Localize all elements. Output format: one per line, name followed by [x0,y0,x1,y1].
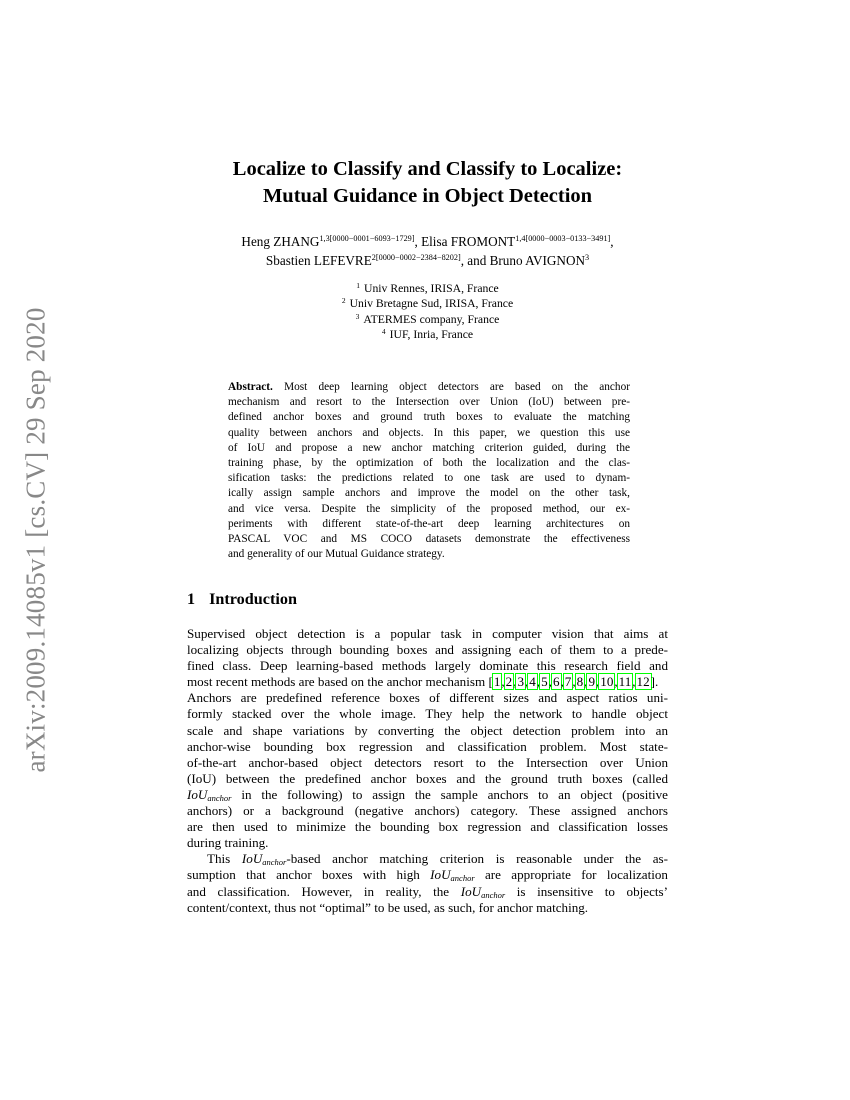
body-line: content/context, thus not “optimal” to be used, as such, for anchor matching. [187,899,589,915]
body-line: Supervised object detection is a popular task in computer vision that aims at [187,626,668,641]
abstract-line: PASCAL VOC and MS COCO datasets demonstrate the effectiveness [228,533,630,546]
author-name: Sbastien LEFEVRE [265,253,372,268]
paper-title [150,156,705,210]
affiliation [150,327,705,342]
abstract-line: and generality of our Mutual Guidance strategy. [228,548,445,561]
title-line-2: Mutual Guidance in Object Detection [262,185,593,207]
math-iou: IoU [460,883,482,899]
citation-link[interactable]: 8 [576,674,584,690]
abstract-line: periments with different state-of-the-art deep learning architectures on [228,517,630,530]
body-line: are then used to minimize the bounding box regression and classification losses [187,819,668,835]
abstract [228,380,630,562]
math-iou: IoU [241,851,263,867]
affiliation-text: ATERMES company, France [363,312,500,326]
arxiv-stamp-text: arXiv:2009.14085v1 [cs.CV] 29 Sep 2020 [20,307,51,773]
citation-link[interactable]: 9 [588,674,595,690]
abstract-line [228,380,630,395]
math-subscript: anchor [207,792,232,803]
affiliation-number: 4 [381,326,386,336]
author-name: Heng ZHANG [241,234,320,249]
citation-link[interactable]: 1 [493,674,501,690]
body-line: scale and shape variations by converting the object detection problem into an [187,722,668,738]
abstract-line: mechanism and resort to the Intersection over Union (IoU) between pre- [228,396,630,409]
body-line: IoU$_{anchor}$ in the following) to assign the sample anchors to an object (positive [187,786,668,803]
abstract-line: and vice versa. Despite the simplicity of the proposed method, our ex- [228,502,630,515]
abstract-line: ically assign sample anchors and improve the model on the other task, [228,487,630,500]
body-line: during training. [187,835,269,851]
author-line-1: Heng $ZHANG^{1,3[0000-0001-6093-1729]}$, Elisa $FROMONT^{1,4[0000-0003-0133-3491]}$, [241,234,614,249]
affiliation [150,296,705,311]
arxiv-stamp [16,307,56,773]
body-line: formly stacked over the whole image. They help the network to handle object [187,706,668,722]
affiliation-text: IUF, Inria, France [389,327,474,341]
affiliation-number: 3 [355,311,360,321]
author-superscript: 3 [585,253,590,262]
author-superscript: 1,3[0000−0001−6093−1729] [319,234,415,243]
citation-link[interactable]: 5 [541,674,548,690]
abstract-line: quality between anchors and objects. In this paper, we question this use [228,426,630,439]
author-line-2: Sbastien $LEFEVRE^{2[0000-0002-2384-8202]}$, and Bruno AVIGNON$^3$ [265,253,590,268]
body-line: anchor-wise bounding box regression and classification problem. Most state- [187,738,668,754]
citation-link[interactable]: 3 [517,674,525,690]
citation-link[interactable]: 11 [618,674,632,690]
math-iou: IoU [430,867,451,883]
affiliation-number: 1 [356,281,361,290]
abstract-label: Abstract. [228,381,273,393]
body-line: most recent methods are based on the anchor mechanism [1,2,3,4,5,6,7,8,9,10,11,12]. [187,674,659,690]
affiliation [150,281,705,296]
title-line-1: Localize to Classify and Classify to Localize: [232,158,623,180]
section-number: 1 [187,590,196,608]
math-subscript: anchor [450,873,475,884]
affiliation-text: Univ Bretagne Sud, IRISA, France [349,297,514,311]
abstract-line: of IoU and propose a new anchor matching criterion guided, during the [228,441,630,454]
math-subscript: anchor [481,889,506,900]
body-line: (IoU) between the predefined anchor boxes and the ground truth boxes (called [187,770,668,786]
body-line: and classification. However, in reality, the IoU$_{anchor}$ is insensitive to objects’ [187,883,668,900]
citation-link[interactable]: 4 [529,674,536,690]
body-line: of-the-art anchor-based object detectors resort to the Intersection over Union [187,754,668,770]
math-subscript: anchor [262,857,287,868]
citation-link[interactable]: 12 [636,674,650,690]
author-name: Elisa FROMONT [421,234,516,249]
affiliation-list [150,281,705,342]
section-title: Introduction [209,590,297,608]
body-line: anchors) or a background (negative anchors) category. These assigned anchors [187,803,668,819]
body-line: Anchors are predefined reference boxes of different sizes and aspect ratios uni- [187,690,668,706]
abstract-line: defined anchor boxes and ground truth boxes to evaluate the matching [228,411,630,424]
body-line: This IoU$_{anchor}$-based anchor matching criterion is reasonable under the as- [207,851,668,868]
author-superscript: 2[0000−0002−2384−8202] [371,253,461,262]
citation-link[interactable]: 10 [600,674,614,690]
citation-link[interactable]: 6 [552,674,560,690]
abstract-text: Most deep learning object detectors are based on the anchor [284,381,630,393]
affiliation [150,312,705,327]
math-iou: IoU [187,786,208,802]
body-line: sumption that anchor boxes with high IoU$_{anchor}$ are appropriate for localization [187,867,668,884]
affiliation-number: 2 [341,296,346,306]
author-list [150,232,705,270]
abstract-line: training phase, by the optimization of both the localization and the clas- [228,457,630,470]
affiliation-text: Univ Rennes, IRISA, France [364,282,499,295]
body-line: fined class. Deep learning-based methods largely dominate this research field and [187,658,668,674]
body-line: localizing objects through bounding boxes and assigning each of them to a prede- [187,642,668,658]
citation-group: [1,2,3,4,5,6,7,8,9,10,11,12]. [488,674,659,690]
introduction-body [187,626,668,916]
author-superscript: 1,4[0000−0003−0133−3491] [515,234,611,243]
author-name: and Bruno AVIGNON [467,253,585,268]
citation-link[interactable]: 7 [564,674,572,690]
citation-link[interactable]: 2 [505,674,513,690]
section-heading [187,590,297,609]
abstract-line: sification tasks: the predictions related to one task are used to dynam- [228,472,630,485]
